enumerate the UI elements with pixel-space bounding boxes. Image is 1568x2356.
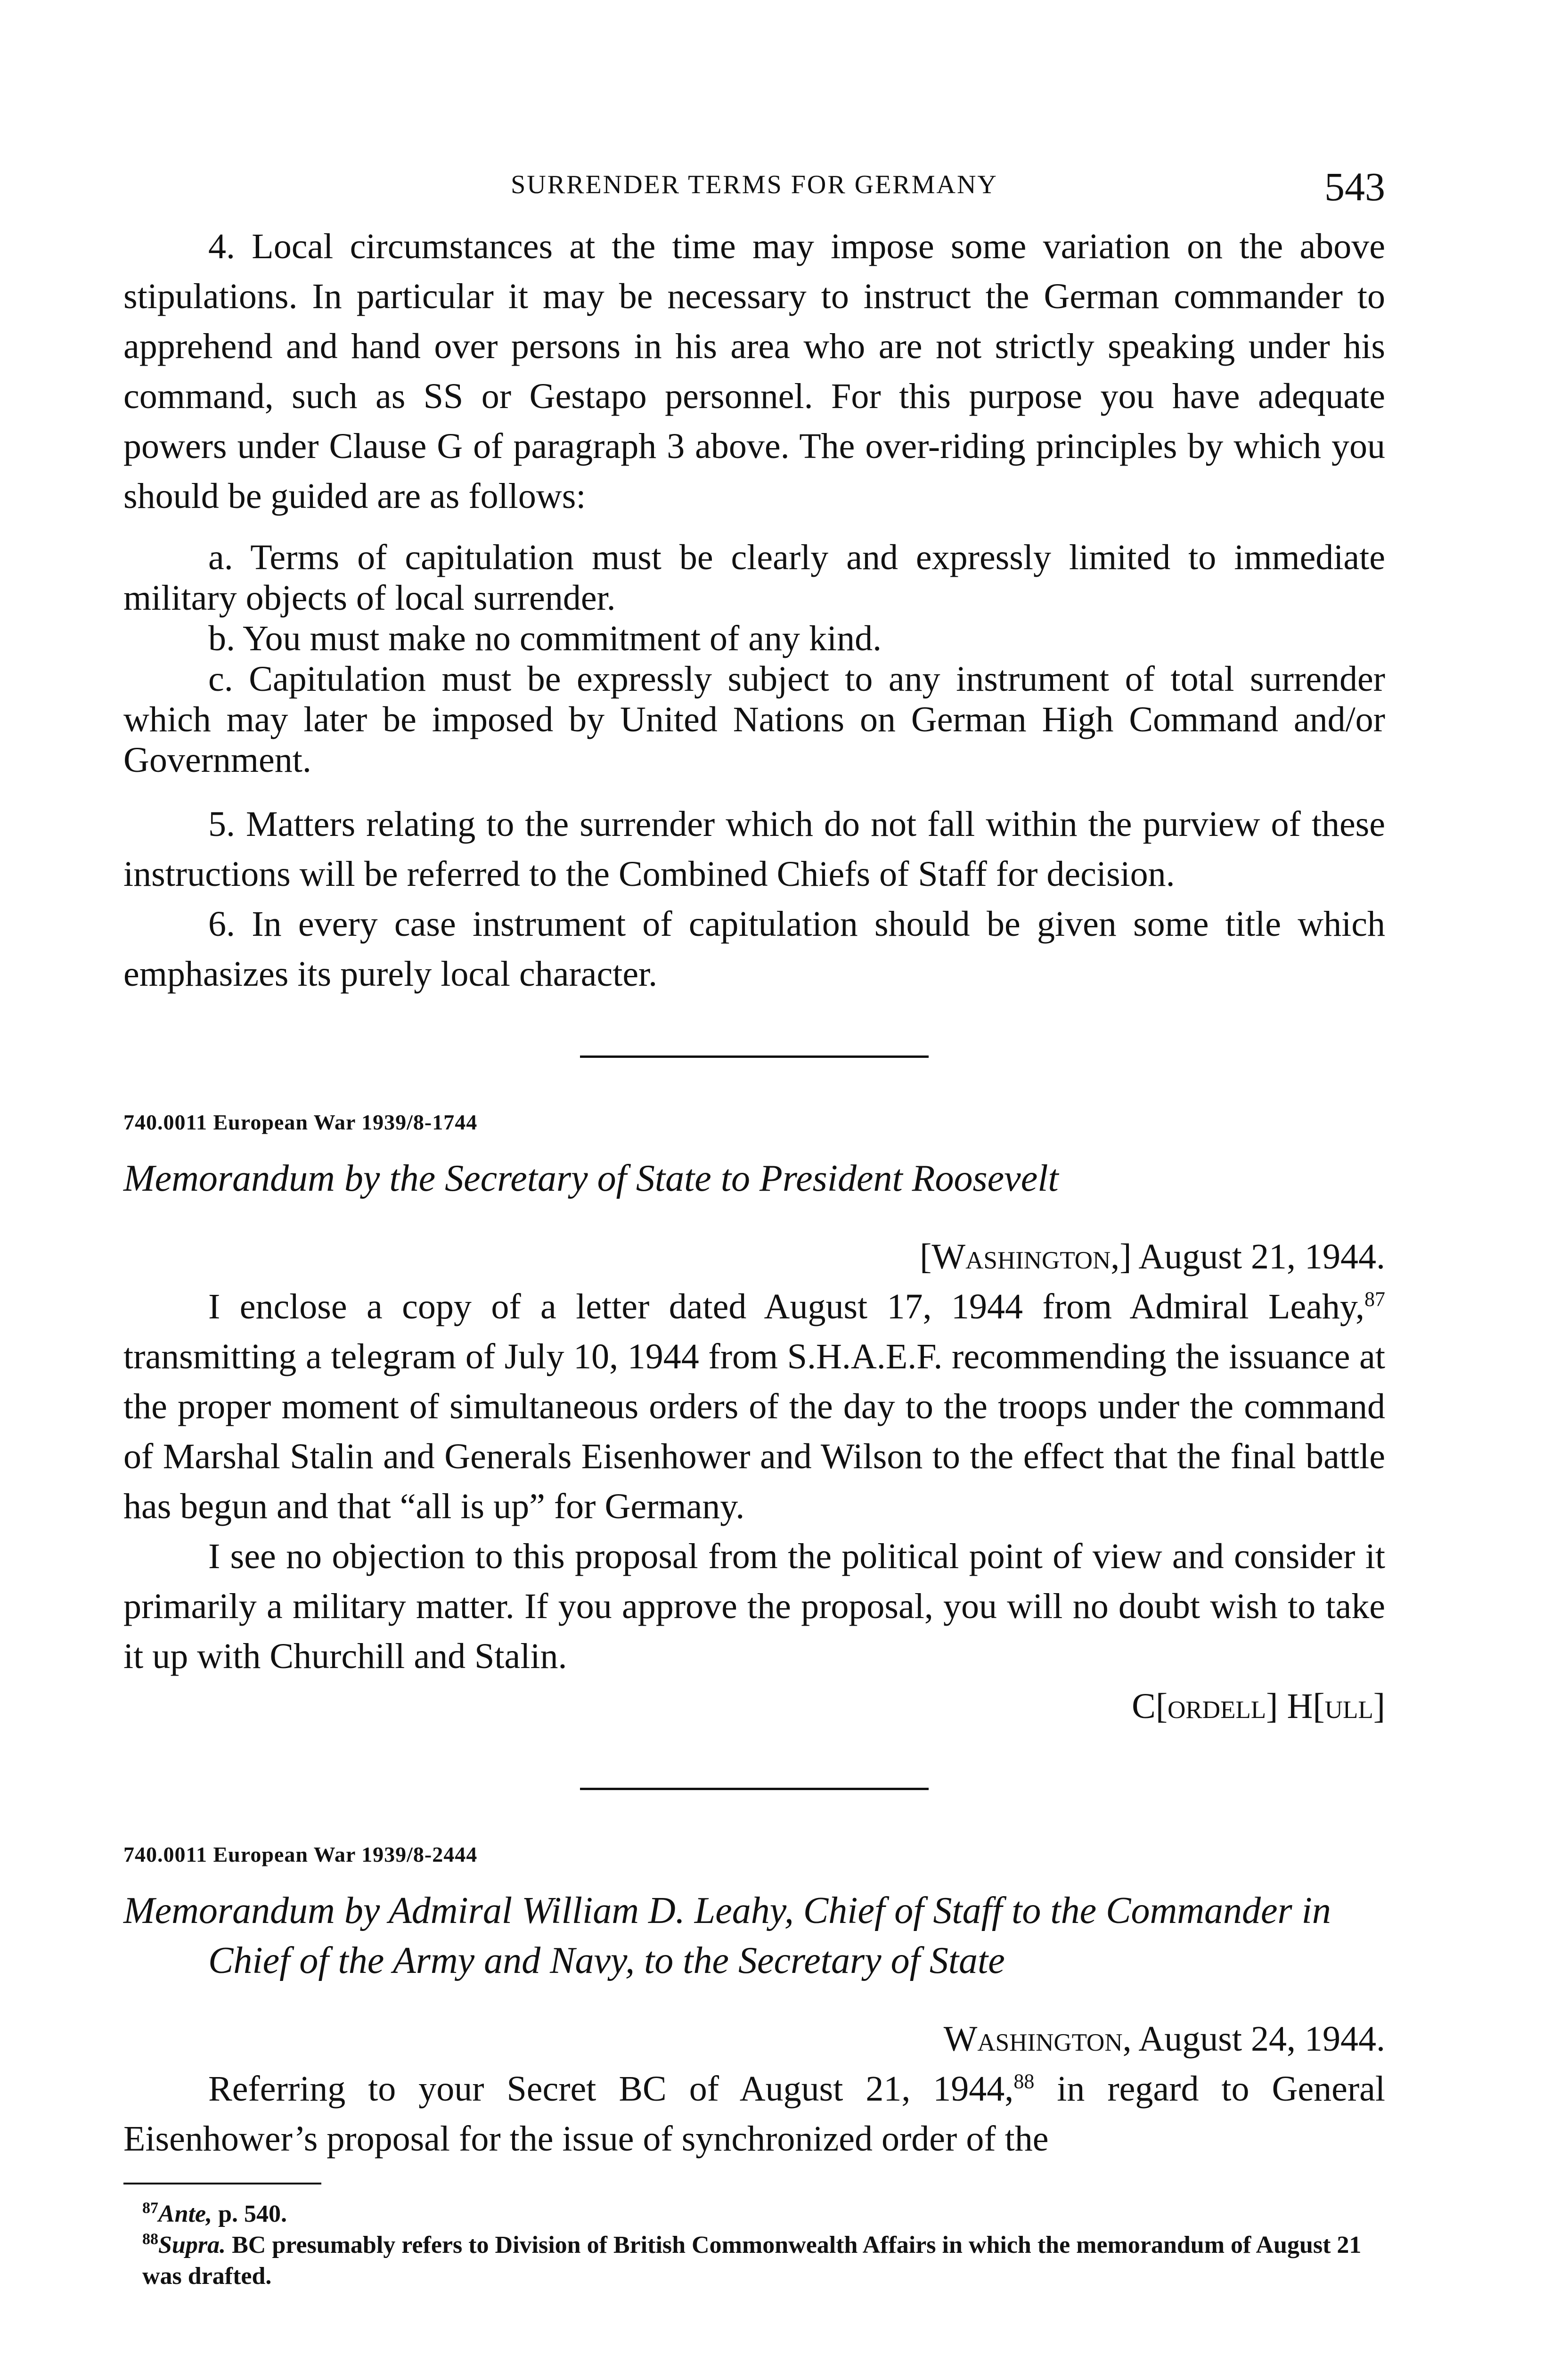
footnote-87 [123,2199,1385,2230]
footnote-88 [123,2230,1385,2292]
signature: C[ordell] H[ull] [1132,1686,1385,1726]
guiding-principles-list [123,537,1385,780]
document-title-1: Memorandum by the Secretary of State to President Roosevelt [123,1158,1059,1199]
running-title: SURRENDER TERMS FOR GERMANY [511,170,998,199]
dateline-date: August 21, 1944. [1138,1237,1385,1276]
dateline-2 [123,2014,1385,2064]
footnote-ref-88: 88 [1013,2070,1035,2093]
memo1-paragraph-1 [123,1282,1385,1531]
document-title-2: Memorandum by Admiral William D. Leahy, Chief of Staff to the Commander in Chief of the Army and Navy, to the Secretary of State [123,1890,1331,1981]
section-divider-2 [580,1788,929,1790]
dateline-1 [123,1232,1385,1282]
footnote-text: p. 540. [212,2201,287,2227]
memo1-text-b: transmitting a telegram of July 10, 1944 from S.H.A.E.F. recommending the issuance at the proper moment of simultaneous orders of the day to the troops under the command of Marshal Stalin and Generals Eisenhower and Wilson to the effect that the final battle has begun and that “all is up” for Germany. [123,1337,1385,1526]
dateline-date-2: August 24, 1944. [1138,2019,1385,2059]
footnote-lead: Ante, [158,2201,212,2227]
principle-c: c. Capitulation must be expressly subject to any instrument of total surrender which may later be imposed by United Nations on German High Command and/or Government. [123,659,1385,780]
footnote-lead: Supra. [158,2232,226,2258]
memo1-text-a: I enclose a copy of a letter dated August 17, 1944 from Admiral Leahy, [208,1287,1364,1326]
footnote-divider [123,2183,321,2184]
footnote-ref-87: 87 [1364,1287,1385,1311]
section-divider [580,1055,929,1058]
dateline-place-2: Washington, [943,2019,1132,2059]
memo1-paragraph-2: I see no objection to this proposal from the political point of view and consider it primarily a military matter. If you approve the proposal, you will no doubt wish to take it up with Churchill and Stalin. [123,1537,1385,1676]
page-number: 543 [1324,164,1385,209]
footnote-number: 87 [142,2199,158,2217]
paragraph-6: 6. In every case instrument of capitulation should be given some title which emphasizes its purely local character. [123,904,1385,994]
document-page [123,164,1385,2292]
principle-b: b. You must make no commitment of any kind. [208,619,882,658]
principle-a: a. Terms of capitulation must be clearly and expressly limited to immediate military objects of local surrender. [123,538,1385,618]
dateline-place: [Washington,] [920,1237,1132,1276]
file-reference-1: 740.0011 European War 1939/8-1744 [123,1110,478,1134]
footnote-number: 88 [142,2230,158,2248]
memo2-text-b: in regard to General Eisenhower’s proposal for the issue of synchronized order of the [123,2069,1385,2159]
footnote-text: BC presumably refers to Division of British Commonwealth Affairs in which the memorandum of August 21 was drafted. [142,2232,1362,2290]
paragraph-4: 4. Local circumstances at the time may impose some variation on the above stipulations. In particular it may be necessary to instruct the German commander to apprehend and hand over persons in his area who are not strictly speaking under his command, such as SS or Gestapo personnel. For this purpose you have adequate powers under Clause G of paragraph 3 above. The over-riding principles by which you should be guided are as follows: [123,227,1385,516]
paragraph-5: 5. Matters relating to the surrender which do not fall within the purview of these instructions will be referred to the Combined Chiefs of Staff for decision. [123,804,1385,894]
file-reference-2: 740.0011 European War 1939/8-2444 [123,1842,478,1866]
memo2-paragraph-1 [123,2064,1385,2164]
page-header [123,164,1385,221]
memo2-text-a: Referring to your Secret BC of August 21, 1944, [208,2069,1014,2109]
